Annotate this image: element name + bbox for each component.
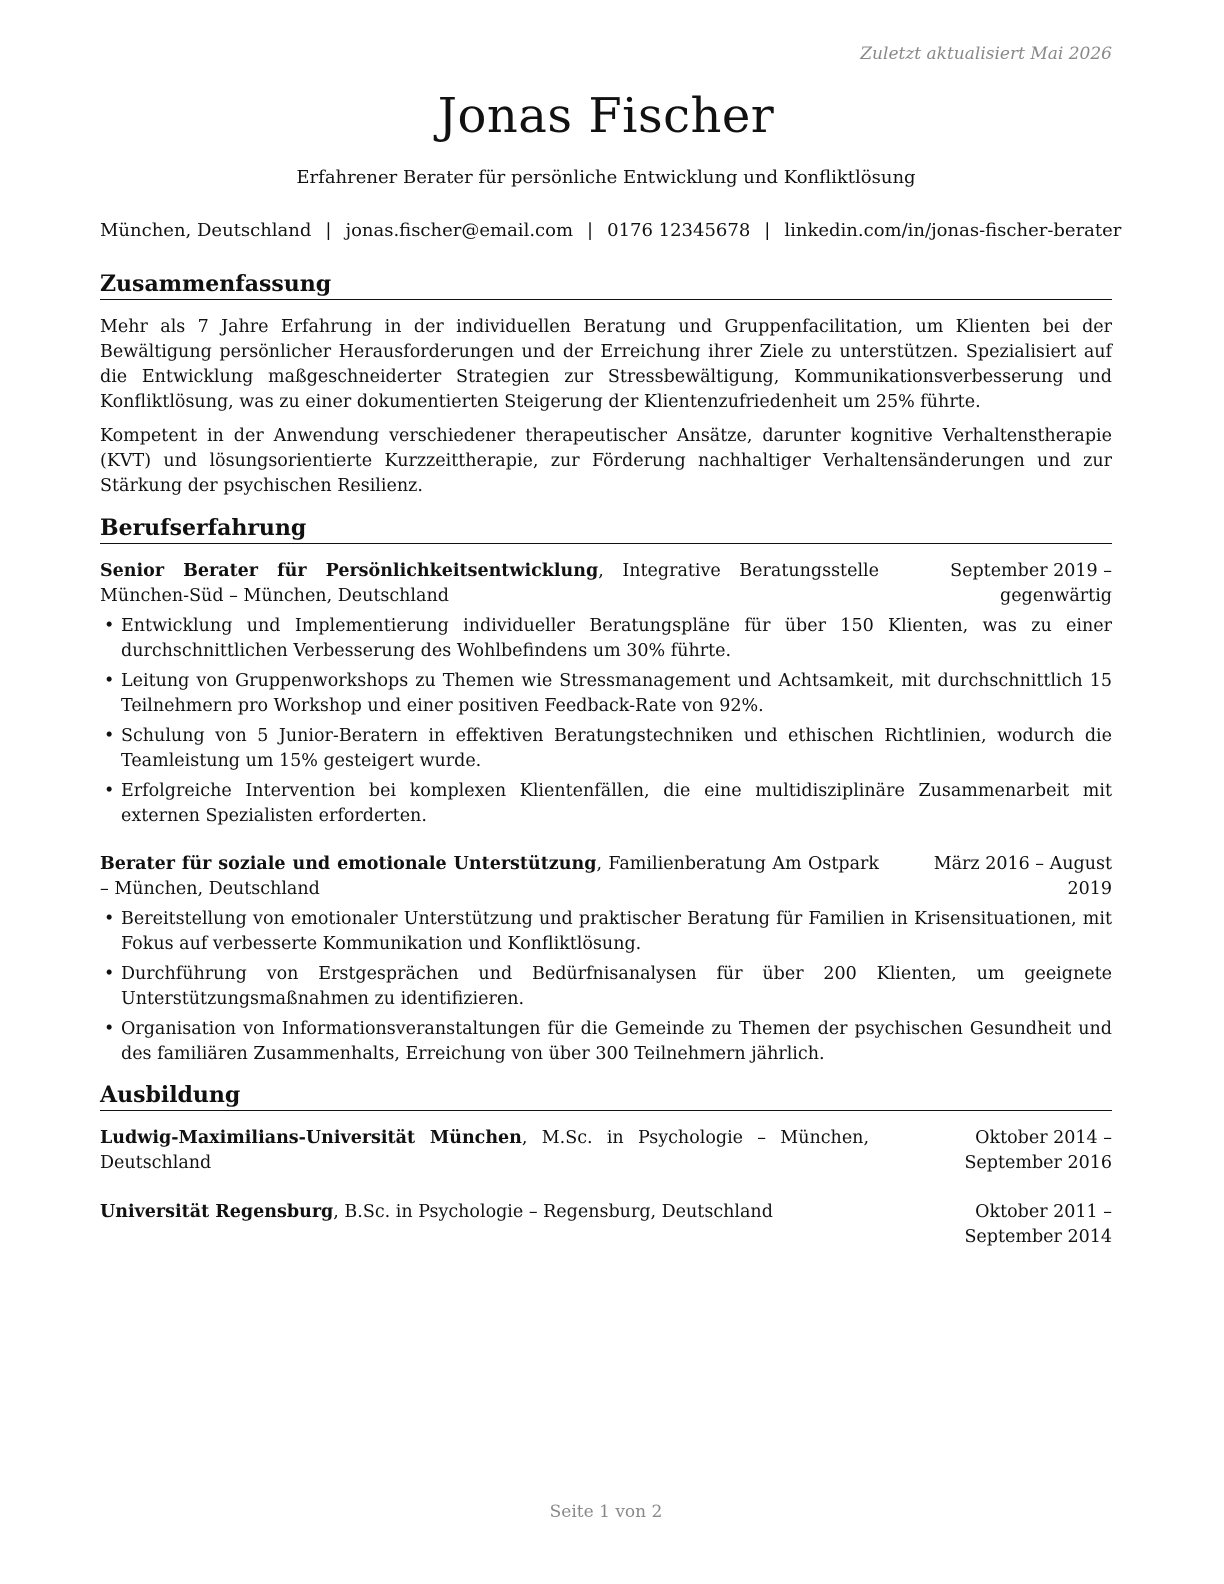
contact-line bbox=[100, 220, 1122, 241]
bullet-icon: • bbox=[104, 616, 115, 636]
education-section bbox=[100, 1081, 1112, 1250]
candidate-tagline: Erfahrener Berater für persönliche Entwicklung und Konfliktlösung bbox=[296, 167, 916, 188]
job-title-line bbox=[100, 559, 887, 609]
contact-separator: | bbox=[764, 220, 771, 241]
list-item bbox=[100, 779, 1112, 829]
contact-email[interactable]: jonas.fischer@email.com bbox=[345, 220, 574, 241]
page-number: Seite 1 von 2 bbox=[549, 1502, 663, 1522]
job-header bbox=[100, 852, 1112, 902]
list-item bbox=[100, 724, 1112, 774]
contact-separator: | bbox=[325, 220, 332, 241]
education-dates: Oktober 2014 – September 2016 bbox=[964, 1128, 1112, 1173]
last-updated-note: Zuletzt aktualisiert Mai 2026 bbox=[860, 44, 1112, 64]
job-bullets bbox=[100, 614, 1112, 829]
summary-paragraph: Mehr als 7 Jahre Erfahrung in der individuellen Beratung und Gruppenfacilitation, um Klienten bei der Bewältigung persönlicher Herausforderungen und der Erreichung ihrer Ziele zu unterstützen. Spezialisiert auf die Entwicklung maßgeschneiderter Strategien zur Stressbewältigung, Kommunikationsverbesserung und Konfliktlösung, was zu einer dokumentierten Steigerung der Klientenzufriedenheit um 25% führte. bbox=[100, 317, 1112, 412]
summary-section bbox=[100, 270, 1112, 499]
education-entry bbox=[100, 1200, 1112, 1250]
list-item bbox=[100, 1017, 1112, 1067]
experience-section bbox=[100, 514, 1112, 1067]
job-entry bbox=[100, 852, 1112, 1067]
job-entry bbox=[100, 559, 1112, 829]
candidate-name: Jonas Fischer bbox=[437, 88, 775, 144]
list-item bbox=[100, 669, 1112, 719]
education-title-line bbox=[100, 1126, 877, 1176]
education-degree: , B.Sc. in Psychologie – Regensburg, Deutschland bbox=[333, 1202, 773, 1222]
contact-separator: | bbox=[587, 220, 594, 241]
bullet-text: Erfolgreiche Intervention bei komplexen Klientenfällen, die eine multidisziplinäre Zusammenarbeit mit externen Spezialisten erforderten. bbox=[121, 781, 1112, 826]
bullet-icon: • bbox=[104, 671, 115, 691]
education-school: Universität Regensburg bbox=[100, 1202, 334, 1222]
job-header bbox=[100, 559, 1112, 609]
bullet-text: Organisation von Informationsveranstaltungen für die Gemeinde zu Themen der psychischen Gesundheit und des familiären Zusammenhalts, Erreichung von über 300 Teilnehmern jährlich. bbox=[121, 1019, 1112, 1064]
list-item bbox=[100, 907, 1112, 957]
bullet-text: Durchführung von Erstgesprächen und Bedürfnisanalysen für über 200 Klienten, um geeignete Unterstützungsmaßnahmen zu identifizieren. bbox=[121, 964, 1112, 1009]
contact-phone[interactable]: 0176 12345678 bbox=[607, 220, 751, 241]
job-dates: März 2016 – August 2019 bbox=[933, 854, 1112, 899]
contact-location: München, Deutschland bbox=[100, 220, 312, 241]
bullet-icon: • bbox=[104, 964, 115, 984]
education-title-line bbox=[100, 1200, 877, 1250]
section-title-experience: Berufserfahrung bbox=[100, 514, 1112, 544]
contact-linkedin[interactable]: linkedin.com/in/jonas-fischer-berater bbox=[784, 220, 1122, 241]
resume-page bbox=[100, 0, 1122, 1584]
list-item bbox=[100, 962, 1112, 1012]
section-title-summary: Zusammenfassung bbox=[100, 270, 1112, 300]
bullet-text: Entwicklung und Implementierung individueller Beratungspläne für über 150 Klienten, was zu einer durchschnittlichen Verbesserung des Wohlbefindens um 30% führte. bbox=[121, 616, 1112, 661]
bullet-text: Leitung von Gruppenworkshops zu Themen wie Stressmanagement und Achtsamkeit, mit durchschnittlich 15 Teilnehmern pro Workshop und einer positiven Feedback-Rate von 92%. bbox=[121, 671, 1112, 716]
job-dates: September 2019 – gegenwärtig bbox=[950, 561, 1112, 606]
summary-paragraph: Kompetent in der Anwendung verschiedener therapeutischer Ansätze, darunter kognitive Verhaltenstherapie (KVT) und lösungsorientierte Kurzzeittherapie, zur Förderung nachhaltiger Verhaltensänderungen und zur Stärkung der psychischen Resilienz. bbox=[100, 426, 1112, 496]
list-item bbox=[100, 614, 1112, 664]
job-employer: , Familienberatung Am Ostpark – München, Deutschland bbox=[100, 854, 879, 899]
job-role: Senior Berater für Persönlichkeitsentwicklung bbox=[100, 561, 599, 581]
bullet-icon: • bbox=[104, 781, 115, 801]
bullet-icon: • bbox=[104, 726, 115, 746]
education-entry bbox=[100, 1126, 1112, 1176]
job-title-line bbox=[100, 852, 887, 902]
bullet-text: Schulung von 5 Junior-Beratern in effektiven Beratungstechniken und ethischen Richtlinien, wodurch die Teamleistung um 15% gesteigert wurde. bbox=[121, 726, 1112, 771]
education-school: Ludwig-Maximilians-Universität München bbox=[100, 1128, 522, 1148]
education-dates: Oktober 2011 – September 2014 bbox=[964, 1202, 1112, 1247]
job-bullets bbox=[100, 907, 1112, 1067]
education-degree: , M.Sc. in Psychologie – München, Deutschland bbox=[100, 1128, 870, 1173]
job-employer: , Integrative Beratungsstelle München-Süd – München, Deutschland bbox=[100, 561, 880, 606]
job-role: Berater für soziale und emotionale Unterstützung bbox=[100, 854, 597, 874]
bullet-icon: • bbox=[104, 909, 115, 929]
bullet-icon: • bbox=[104, 1019, 115, 1039]
section-title-education: Ausbildung bbox=[100, 1081, 1112, 1111]
bullet-text: Bereitstellung von emotionaler Unterstützung und praktischer Beratung für Familien in Krisensituationen, mit Fokus auf verbesserte Kommunikation und Konfliktlösung. bbox=[121, 909, 1112, 954]
